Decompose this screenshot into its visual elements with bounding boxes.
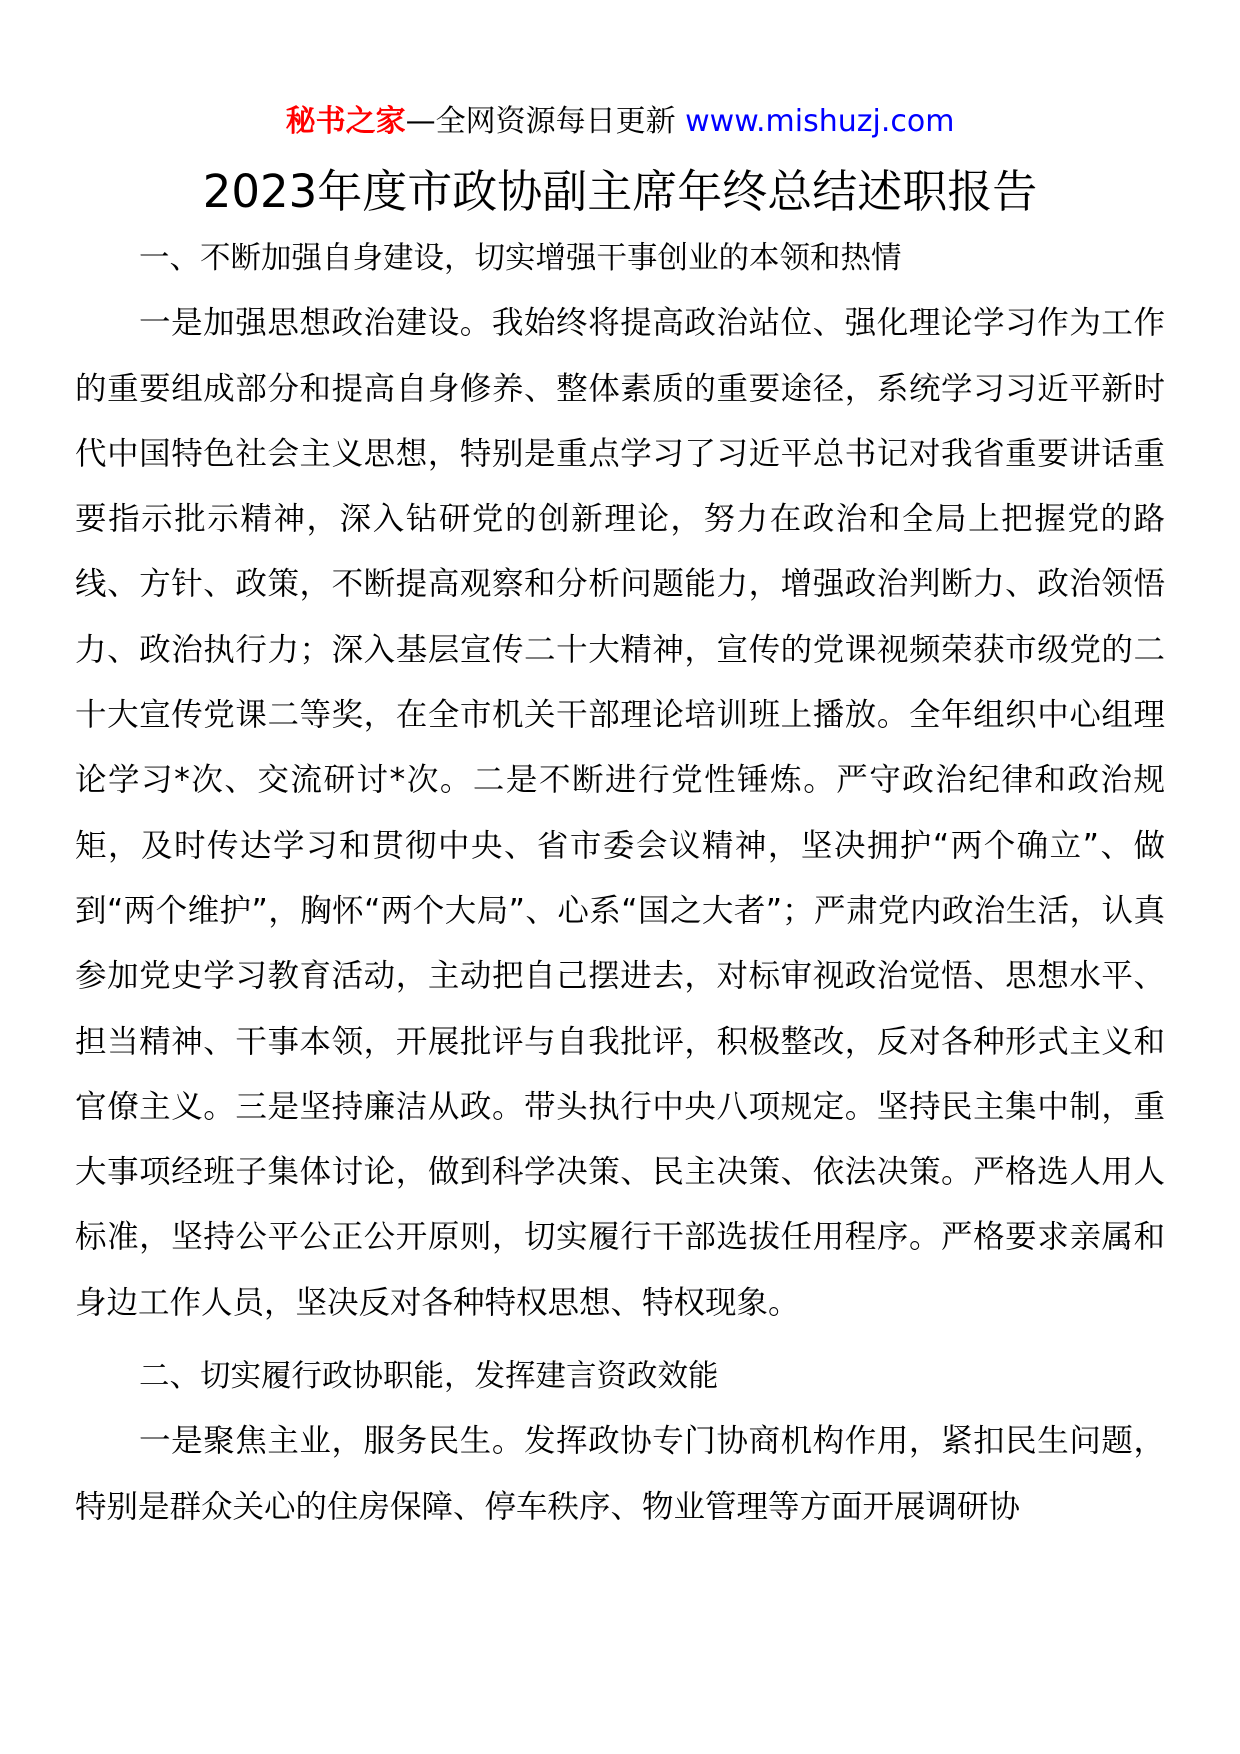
site-header — [0, 100, 1240, 144]
header-slogan: —全网资源每日更新 — [405, 104, 676, 139]
section-1-heading: 一、不断加强自身建设，切实增强干事创业的本领和热情 — [139, 241, 902, 276]
section-2-paragraph: 一是聚焦主业，服务民生。发挥政协专门协商机构作用，紧扣民生问题，特别是群众关心的住房保障、停车秩序、物业管理等方面开展调研协 — [75, 1423, 1165, 1525]
section-1-paragraph: 一是加强思想政治建设。我始终将提高政治站位、强化理论学习作为工作的重要组成部分和提高自身修养、整体素质的重要途径，系统学习习近平新时代中国特色社会主义思想，特别是重点学习了习近平总书记对我省重要讲话重要指示批示精神，深入钻研党的创新理论，努力在政治和全局上把握党的路线、方针、政策，不断提高观察和分析问题能力，增强政治判断力、政治领悟力、政治执行力；深入基层宣传二十大精神，宣传的党课视频荣获市级党的二十大宣传党课二等奖，在全市机关干部理论培训班上播放。全年组织中心组理论学习*次、交流研讨*次。二是不断进行党性锤炼。严守政治纪律和政治规矩，及时传达学习和贯彻中央、省市委会议精神，坚决拥护“两个确立”、做到“两个维护”，胸怀“两个大局”、心系“国之大者”；严肃党内政治生活，认真参加党史学习教育活动，主动把自己摆进去，对标审视政治觉悟、思想水平、担当精神、干事本领，开展批评与自我批评，积极整改，反对各种形式主义和官僚主义。三是坚持廉洁从政。带头执行中央八项规定。坚持民主集中制，重大事项经班子集体讨论，做到科学决策、民主决策、依法决策。严格选人用人标准，坚持公平公正公开原则，切实履行干部选拔任用程序。严格要求亲属和身边工作人员，坚决反对各种特权思想、特权现象。 — [75, 305, 1165, 1321]
document-body — [75, 226, 1165, 1540]
section-2-heading: 二、切实履行政协职能，发挥建言资政效能 — [139, 1359, 719, 1395]
site-url-link[interactable]: www.mishuzj.com — [685, 104, 955, 139]
document-title: 2023年度市政协副主席年终总结述职报告 — [202, 165, 1038, 218]
brand-name: 秘书之家 — [285, 104, 406, 139]
